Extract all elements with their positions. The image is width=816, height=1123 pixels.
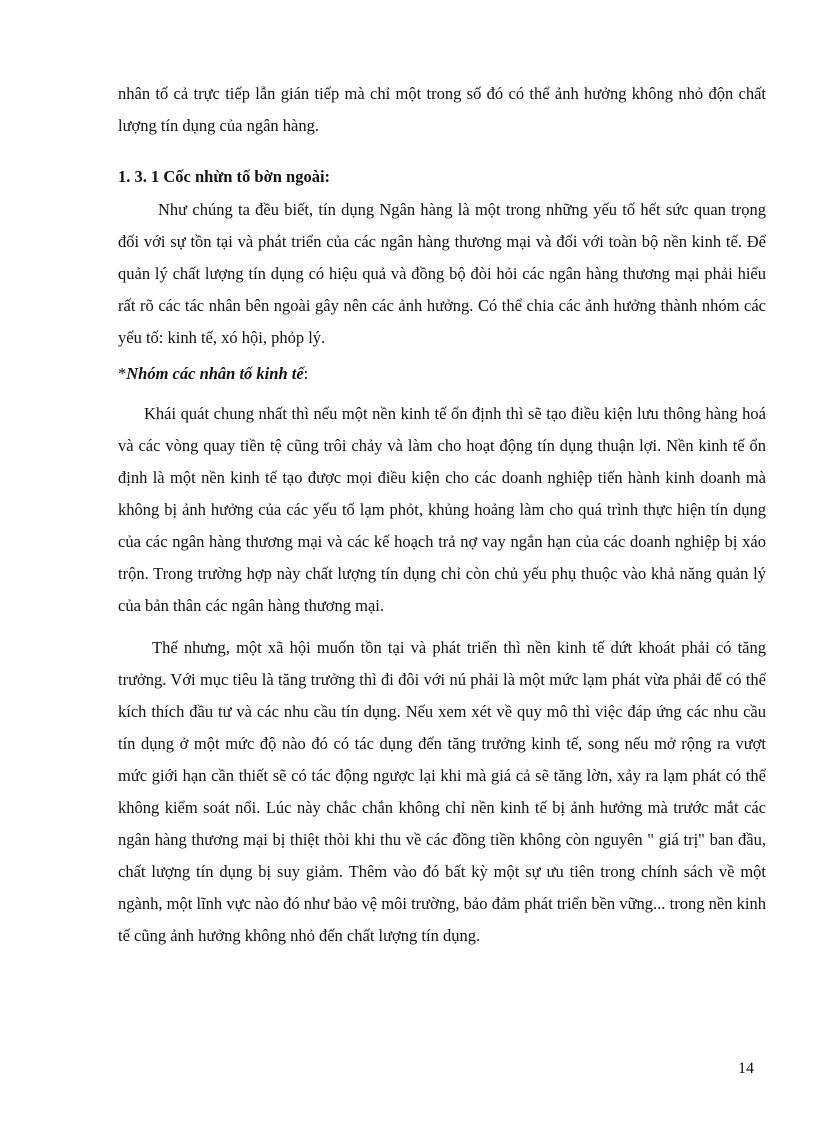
subheading-suffix: :: [303, 364, 309, 383]
paragraph-external-factors: Như chúng ta đều biết, tín dụng Ngân hàng là một trong những yếu tố hết sức quan trọng đối với sự tồn tại và phát triển của các ngân hàng thương mại và đối với toàn bộ nền kinh tế. Để quản lý chất lượng tín dụng có hiệu quả và đồng bộ đòi hỏi các ngân hàng thương mại phải hiểu rất rõ các tác nhân bên ngoài gây nên các ảnh hưởng. Có thể chia các ảnh hưởng thành nhóm các yếu tố: kinh tế, xó hội, phỏp lý.: [118, 200, 766, 347]
page-number: 14: [738, 1060, 754, 1077]
subheading-economic-factors: [118, 358, 766, 390]
intro-paragraph: nhân tố cả trực tiếp lẫn gián tiếp mà chỉ một trong số đó có thể ảnh hưởng không nhỏ độn chất lượng tín dụng của ngân hàng.: [118, 84, 766, 135]
document-page: [118, 78, 766, 952]
paragraph-growth-inflation: Thế nhưng, một xã hội muốn tồn tại và phát triển thì nền kinh tế dứt khoát phải có tăng trưởng. Với mục tiêu là tăng trưởng thì đi đôi với nú phải là một mức lạm phát vừa phải để có thể kích thích đầu tư và các nhu cầu tín dụng. Nếu xem xét về quy mô thì việc đáp ứng các nhu cầu tín dụng ở một mức độ nào đó có tác dụng đến tăng trưởng kinh tế, song nếu mở rộng ra vượt mức giới hạn cần thiết sẽ có tác động ngược lại khi mà giá cả sẽ tăng lờn, xảy ra lạm phát có thể không kiểm soát nổi. Lúc này chắc chắn không chỉ nền kinh tế bị ảnh hưởng mà trước mắt các ngân hàng thương mại bị thiệt thòi khi thu về các đồng tiền không còn nguyên " giá trị" ban đầu, chất lượng tín dụng bị suy giảm. Thêm vào đó bất kỳ một sự ưu tiên trong chính sách về một ngành, một lĩnh vực nào đó như bảo vệ môi trường, bảo đảm phát triển bền vững... trong nền kinh tế cũng ảnh hưởng không nhỏ đến chất lượng tín dụng.: [118, 638, 766, 945]
subheading-label: Nhóm các nhân tố kinh tế: [126, 364, 304, 383]
paragraph-economic-stability: Khái quát chung nhất thì nếu một nền kinh tế ổn định thì sẽ tạo điều kiện lưu thông hàng hoá và các vòng quay tiền tệ cũng trôi chảy và làm cho hoạt động tín dụng thuận lợi. Nền kinh tế ổn định là một nền kinh tế tạo được mọi điều kiện cho các doanh nghiệp tiến hành kinh doanh mà không bị ảnh hưởng của các yếu tố lạm phỏt, khủng hoảng làm cho quá trình thực hiện tín dụng của các ngân hàng thương mại và các kế hoạch trả nợ vay ngắn hạn của các doanh nghiệp bị xáo trộn. Trong trường hợp này chất lượng tín dụng chỉ còn chủ yếu phụ thuộc vào khả năng quản lý của bản thân các ngân hàng thương mại.: [118, 404, 766, 615]
section-heading: 1. 3. 1 Cốc nhừn tố bờn ngoài:: [118, 167, 331, 186]
subheading-prefix: *: [118, 364, 127, 383]
